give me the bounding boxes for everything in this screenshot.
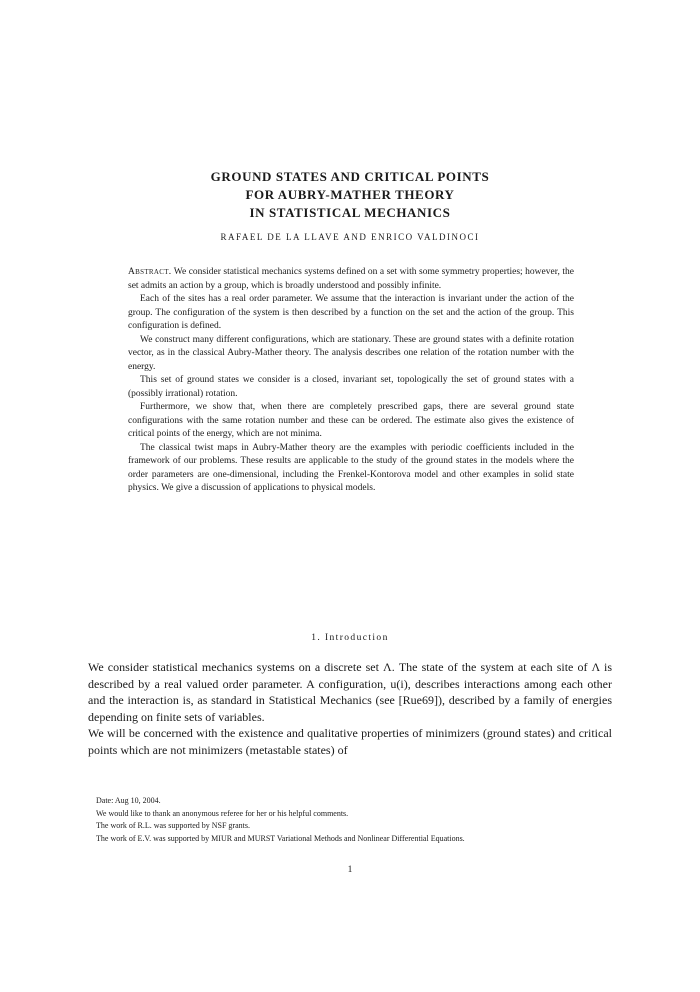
abstract-paragraph: This set of ground states we consider is a closed, invariant set, topologically the set of ground states with a (possibly irrational) rotation. [128, 375, 574, 399]
abstract-paragraph: We construct many different configurations, which are stationary. These are ground states with a definite rotation vector, as in the classical Aubry-Mather theory. The analysis describes one relation of the rotation number with the energy. [128, 334, 574, 372]
abstract-paragraph: The classical twist maps in Aubry-Mather theory are the examples with periodic coefficients included in the framework of our problems. These results are applicable to the study of the ground states in the models where the order parameters are one-dimensional, including the Frenkel-Kontorova model and other examples in solid state physics. We give a discussion of applications to physical models. [128, 442, 574, 493]
footnote: Date: Aug 10, 2004. [96, 796, 161, 805]
authors: RAFAEL DE LA LLAVE AND ENRICO VALDINOCI [220, 232, 480, 242]
abstract-paragraph [128, 266, 574, 293]
paper-title [0, 168, 700, 222]
body-paragraph: We will be concerned with the existence and qualitative properties of minimizers (ground states) and critical points which are not minimizers (metastable states) of [88, 726, 612, 757]
title-line: FOR AUBRY-MATHER THEORY [245, 187, 455, 202]
abstract-paragraph: Furthermore, we show that, when there are completely prescribed gaps, there are several ground state configurations with the same rotation number and these can be ordered. The estimate also gives the existence of critical points of the energy, which are not minima. [128, 402, 574, 439]
footnotes [88, 795, 612, 845]
abstract-text: We consider statistical mechanics systems defined on a set with some symmetry properties; however, the set admits an action by a group, which is broadly understood and possibly infinite. [128, 267, 574, 291]
abstract [128, 266, 574, 496]
page-number: 1 [347, 865, 353, 875]
body-paragraph: We consider statistical mechanics systems on a discrete set Λ. The state of the system at each site of Λ is described by a real valued order parameter. A configuration, u(i), describes interactions among each other and the interaction is, as standard in Statistical Mechanics (see [Rue69]), described by a family of energies depending on finite sets of variables. [88, 660, 612, 724]
footnote: The work of E.V. was supported by MIUR and MURST Variational Methods and Nonlinear Differential Equations. [96, 833, 465, 843]
abstract-paragraph: Each of the sites has a real order parameter. We assume that the interaction is invariant under the action of the group. The configuration of the system is then described by a function on the set and the action of the group. This configuration is defined. [128, 294, 574, 331]
title-line: GROUND STATES AND CRITICAL POINTS [210, 169, 490, 184]
abstract-label: Abstract. [128, 267, 172, 277]
section-heading: 1. Introduction [311, 633, 389, 643]
title-line: IN STATISTICAL MECHANICS [249, 205, 451, 220]
footnote: The work of R.L. was supported by NSF grants. [96, 821, 250, 830]
footnote: We would like to thank an anonymous referee for her or his helpful comments. [96, 808, 349, 818]
body-text [88, 659, 612, 759]
